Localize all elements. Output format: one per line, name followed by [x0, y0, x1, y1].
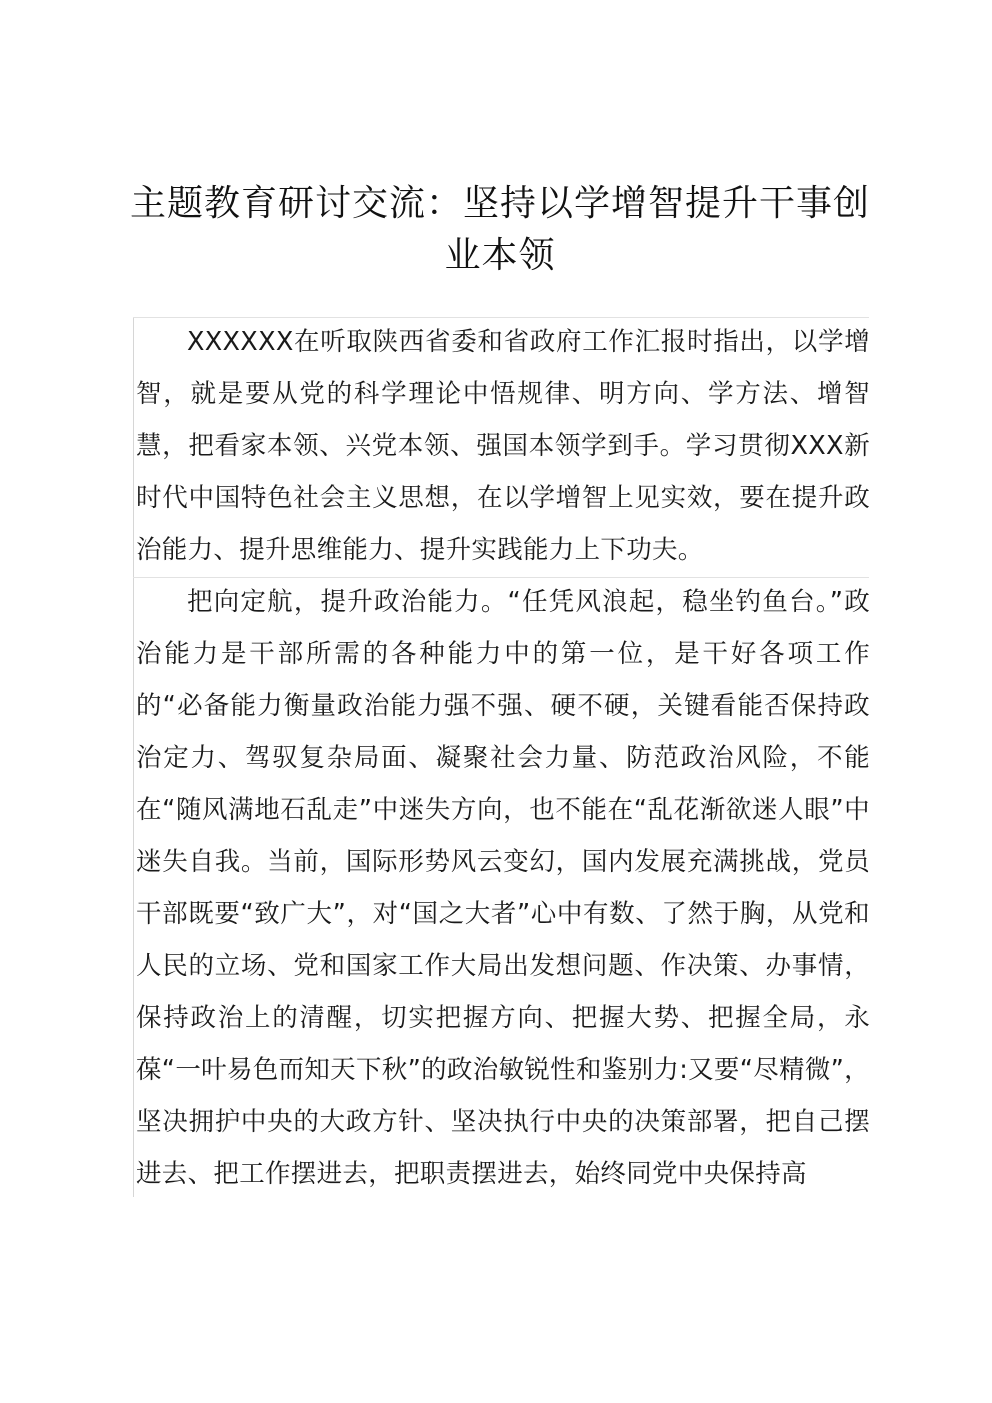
paragraph-intro: XXXXXX在听取陕西省委和省政府工作汇报时指出，以学增智，就是要从党的科学理论中悟规律、明方向、学方法、增智慧，把看家本领、兴党本领、强国本领学到手。学习贯彻XXX新时代中国特色社会主义思想，在以学增智上见实效，要在提升政治能力、提升思维能力、提升实践能力上下功夫。: [136, 327, 870, 565]
margin-rule: [133, 317, 134, 1197]
paragraph-political-ability: 把向定航，提升政治能力。“任凭风浪起，稳坐钓鱼台。”政治能力是干部所需的各种能力中的第一位，是干好各项工作的“必备能力衡量政治能力强不强、硬不硬，关键看能否保持政治定力、驾驭复杂局面、凝聚社会力量、防范政治风险，不能在“随风满地石乱走”中迷失方向，也不能在“乱花渐欲迷人眼”中迷失自我。当前，国际形势风云变幻，国内发展充满挑战，党员干部既要“致广大”，对“国之大者”心中有数、了然于胸，从党和人民的立场、党和国家工作大局出发想问题、作决策、办事情，保持政治上的清醒，切实把握方向、把握大势、把握全局，永葆“一叶易色而知天下秋”的政治敏锐性和鉴别力:又要“尽精微”，坚决拥护中央的大政方针、坚决执行中央的决策部署，把自己摆进去、把工作摆进去，把职责摆进去，始终同党中央保持高: [136, 587, 870, 1189]
document-title: 主题教育研讨交流：坚持以学增智提升干事创业本领: [130, 183, 871, 276]
